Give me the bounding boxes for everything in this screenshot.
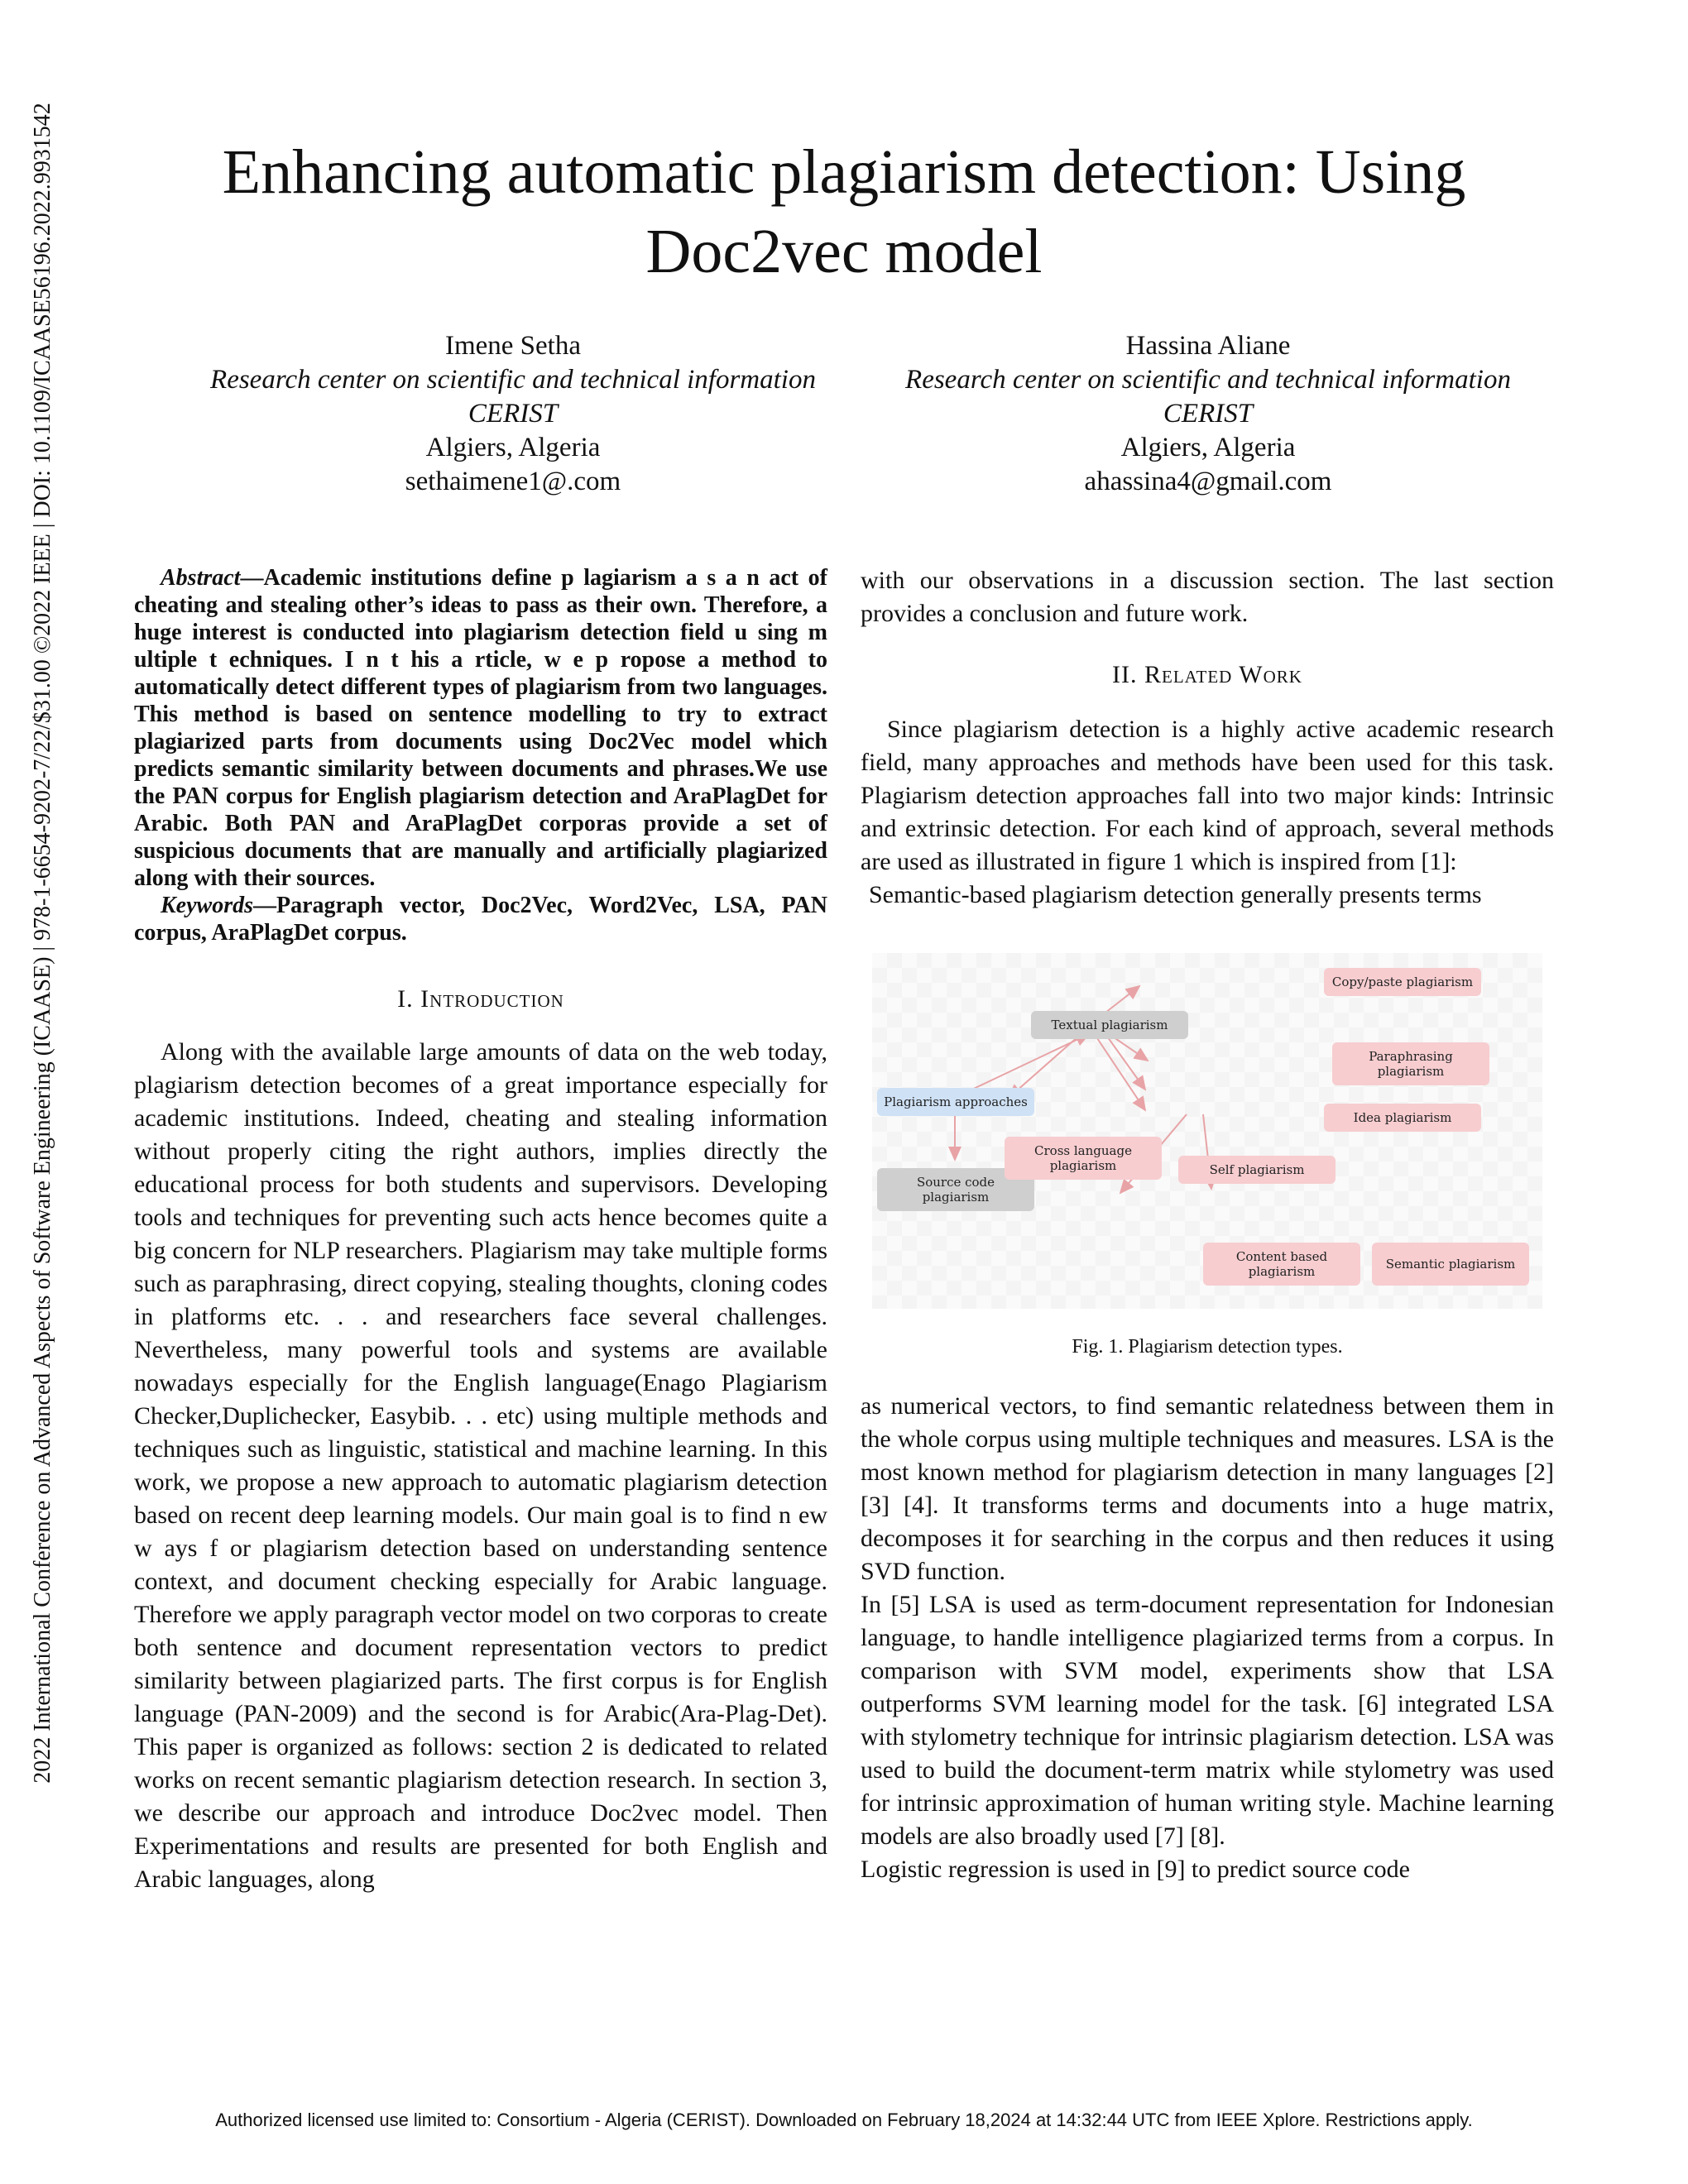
node-idea-plagiarism: Idea plagiarism: [1324, 1104, 1481, 1132]
node-copy-paste-plagiarism: Copy/paste plagiarism: [1324, 968, 1481, 996]
right-column: [861, 564, 1554, 1886]
related-work-paragraph-5: Logistic regression is used in [9] to predict source code: [861, 1856, 1410, 1883]
section-number: II.: [1112, 661, 1138, 688]
author-org: CERIST: [468, 399, 559, 429]
author-block-2: [861, 329, 1556, 499]
node-source-code-plagiarism: Source code plagiarism: [877, 1168, 1034, 1211]
section-title: Related Work: [1144, 661, 1302, 688]
node-semantic-plagiarism: Semantic plagiarism: [1372, 1243, 1529, 1286]
keywords-text: Paragraph vector, Doc2Vec, Word2Vec, LSA, PAN corpus, AraPlagDet corpus.: [134, 893, 827, 946]
node-paraphrasing-plagiarism: Paraphrasing plagiarism: [1332, 1042, 1489, 1085]
node-content-based-plagiarism: Content based plagiarism: [1203, 1243, 1360, 1286]
arrow-textual-copypaste: [1105, 986, 1139, 1013]
introduction-paragraph: Along with the available large amounts of data on the web today, plagiarism detection becomes of a great importance especially for academic institutions. Indeed, cheating and stealing information without properly citing the right authors, implies directly the educational process for both students and supervisors. Developing tools and techniques for preventing such acts hence becomes quite a big concern for NLP researchers. Plagiarism may take multiple forms such as paraphrasing, direct copying, stealing thoughts, cloning codes in platforms etc. . . and researchers face several challenges. Nevertheless, many powerful tools and systems are available nowadays especially for the English language(Enago Plagiarism Checker,Duplichecker, Easybib. . . etc) using multiple methods and techniques such as linguistic, statistical and machine learning. In this work, we propose a new approach to automatic plagiarism detection based on recent deep learning models. Our main goal is to find n ew w ays f or plagiarism detection based on understanding sentence context, and document checking especially for Arabic language. Therefore we apply paragraph vector model on two corporas to create both sentence and document representation vectors to predict similarity between plagiarized parts. The first corpus is for English language (PAN-2009) and the second is for Arabic(Ara-Plag-Det). This paper is organized as follows: section 2 is dedicated to related works on recent semantic plagiarism detection research. In section 3, we describe our approach and introduce Doc2vec model. Then Experimentations and results are presented for both English and Arabic languages, along: [134, 1038, 827, 1893]
abstract-text: Academic institutions define p lagiarism a s a n act of cheating and stealing other’s ideas to pass as their own. Therefore, a huge interest is conducted into plagiarism detection field u sing m ultiple t echniques. I n t his a rticle, w e p ropose a method to automatically detect different types of plagiarism from two languages. This method is based on sentence modelling to try to extract plagiarized parts from documents using Doc2Vec model which predicts semantic similarity between documents and phrases.We use the PAN corpus for English plagiarism detection and AraPlagDet for Arabic. Both PAN and AraPlagDet corporas provide a set of suspicious documents that are manually and artificially plagiarized along with their sources.: [134, 565, 827, 891]
arrow-textual-self: [1096, 1036, 1145, 1110]
node-plagiarism-approaches: Plagiarism approaches: [877, 1088, 1034, 1116]
paper-title: Enhancing automatic plagiarism detection: Using Doc2vec model: [222, 137, 1466, 286]
author-org: CERIST: [1163, 399, 1254, 429]
node-textual-plagiarism: Textual plagiarism: [1031, 1011, 1188, 1039]
abstract: Abstract—Academic institutions define p lagiarism a s a n act of cheating and stealing other’s ideas to pass as their own. Therefore, a huge interest is conducted into plagiarism detection field u sing m ultiple t echniques. I n t his a rticle, w e p ropose a method to automatically detect different types of plagiarism from two languages. This method is based on sentence modelling to try to extract plagiarized parts from documents using Doc2Vec model which predicts semantic similarity between documents and phrases.We use the PAN corpus for English plagiarism detection and AraPlagDet for Arabic. Both PAN and AraPlagDet corporas provide a set of suspicious documents that are manually and artificially plagiarized along with their sources.: [134, 565, 827, 891]
author-name: Imene Setha: [444, 331, 582, 361]
author-location: Algiers, Algeria: [1120, 433, 1296, 462]
keywords-label: Keywords: [161, 893, 253, 918]
author-name: Hassina Aliane: [1125, 331, 1291, 361]
section-heading-related-work: [861, 659, 1554, 692]
author-block-1: [165, 329, 861, 499]
related-work-paragraph-3: as numerical vectors, to find semantic relatedness between them in the whole corpus using multiple techniques and measures. LSA is the most known method for plagiarism detection in many languages [2] [3] [4]. It transforms terms and documents into a huge matrix, decomposes it for searching in the corpus and then reduces it using SVD function.: [861, 1392, 1554, 1585]
node-self-plagiarism: Self plagiarism: [1178, 1156, 1336, 1184]
related-work-paragraph-1: Since plagiarism detection is a highly active academic research field, many approaches and methods have been used for this task. Plagiarism detection approaches fall into two major kinds: Intrinsic and extrinsic detection. For each kind of approach, several methods are used as illustrated in figure 1 which is inspired from [1]:: [861, 716, 1554, 875]
figure-plagiarism-types: [872, 953, 1542, 1309]
keywords: Keywords—Paragraph vector, Doc2Vec, Word2Vec, LSA, PAN corpus, AraPlagDet corpus.: [134, 893, 827, 946]
abstract-label: Abstract: [161, 565, 241, 591]
section-heading-introduction: [134, 983, 827, 1016]
related-work-paragraph-2: Semantic-based plagiarism detection generally presents terms: [869, 881, 1482, 908]
author-affiliation: Research center on scientific and technical information: [905, 365, 1511, 395]
footer-license-notice: Authorized licensed use limited to: Consortium - Algeria (CERIST). Downloaded on February 18,2024 at 14:32:44 UTC from IEEE Xplore. Restrictions apply.: [215, 2110, 1473, 2130]
section-number: I.: [397, 985, 414, 1013]
author-email: sethaimene1@.com: [405, 467, 621, 496]
figure-caption: Fig. 1. Plagiarism detection types.: [1072, 1336, 1343, 1358]
author-email: ahassina4@gmail.com: [1084, 467, 1332, 496]
section-title: Introduction: [420, 985, 564, 1013]
related-work-paragraph-4: In [5] LSA is used as term-document representation for Indonesian language, to handle intelligence plagiarized terms from a corpus. In comparison with SVM model, experiments show that LSA outperforms SVM learning model for the task. [6] integrated LSA with stylometry technique for intrinsic plagiarism detection. LSA was used to build the document-term matrix while stylometry was used for intrinsic approximation of human writing style. Machine learning models are also broadly used [7] [8].: [861, 1591, 1554, 1850]
left-column: [134, 564, 827, 1896]
node-cross-language-plagiarism: Cross language plagiarism: [1005, 1137, 1162, 1180]
author-location: Algiers, Algeria: [425, 433, 601, 462]
author-affiliation: Research center on scientific and technical information: [210, 365, 816, 395]
continuation-paragraph: with our observations in a discussion section. The last section provides a conclusion and future work.: [861, 567, 1554, 627]
ieee-side-note: 2022 International Conference on Advanced Aspects of Software Engineering (ICAASE) | 978-1-6654-9202-7/22/$31.00 ©2022 IEEE | DOI: 10.1109/ICAASE56196.2022.9931542: [30, 103, 55, 1784]
